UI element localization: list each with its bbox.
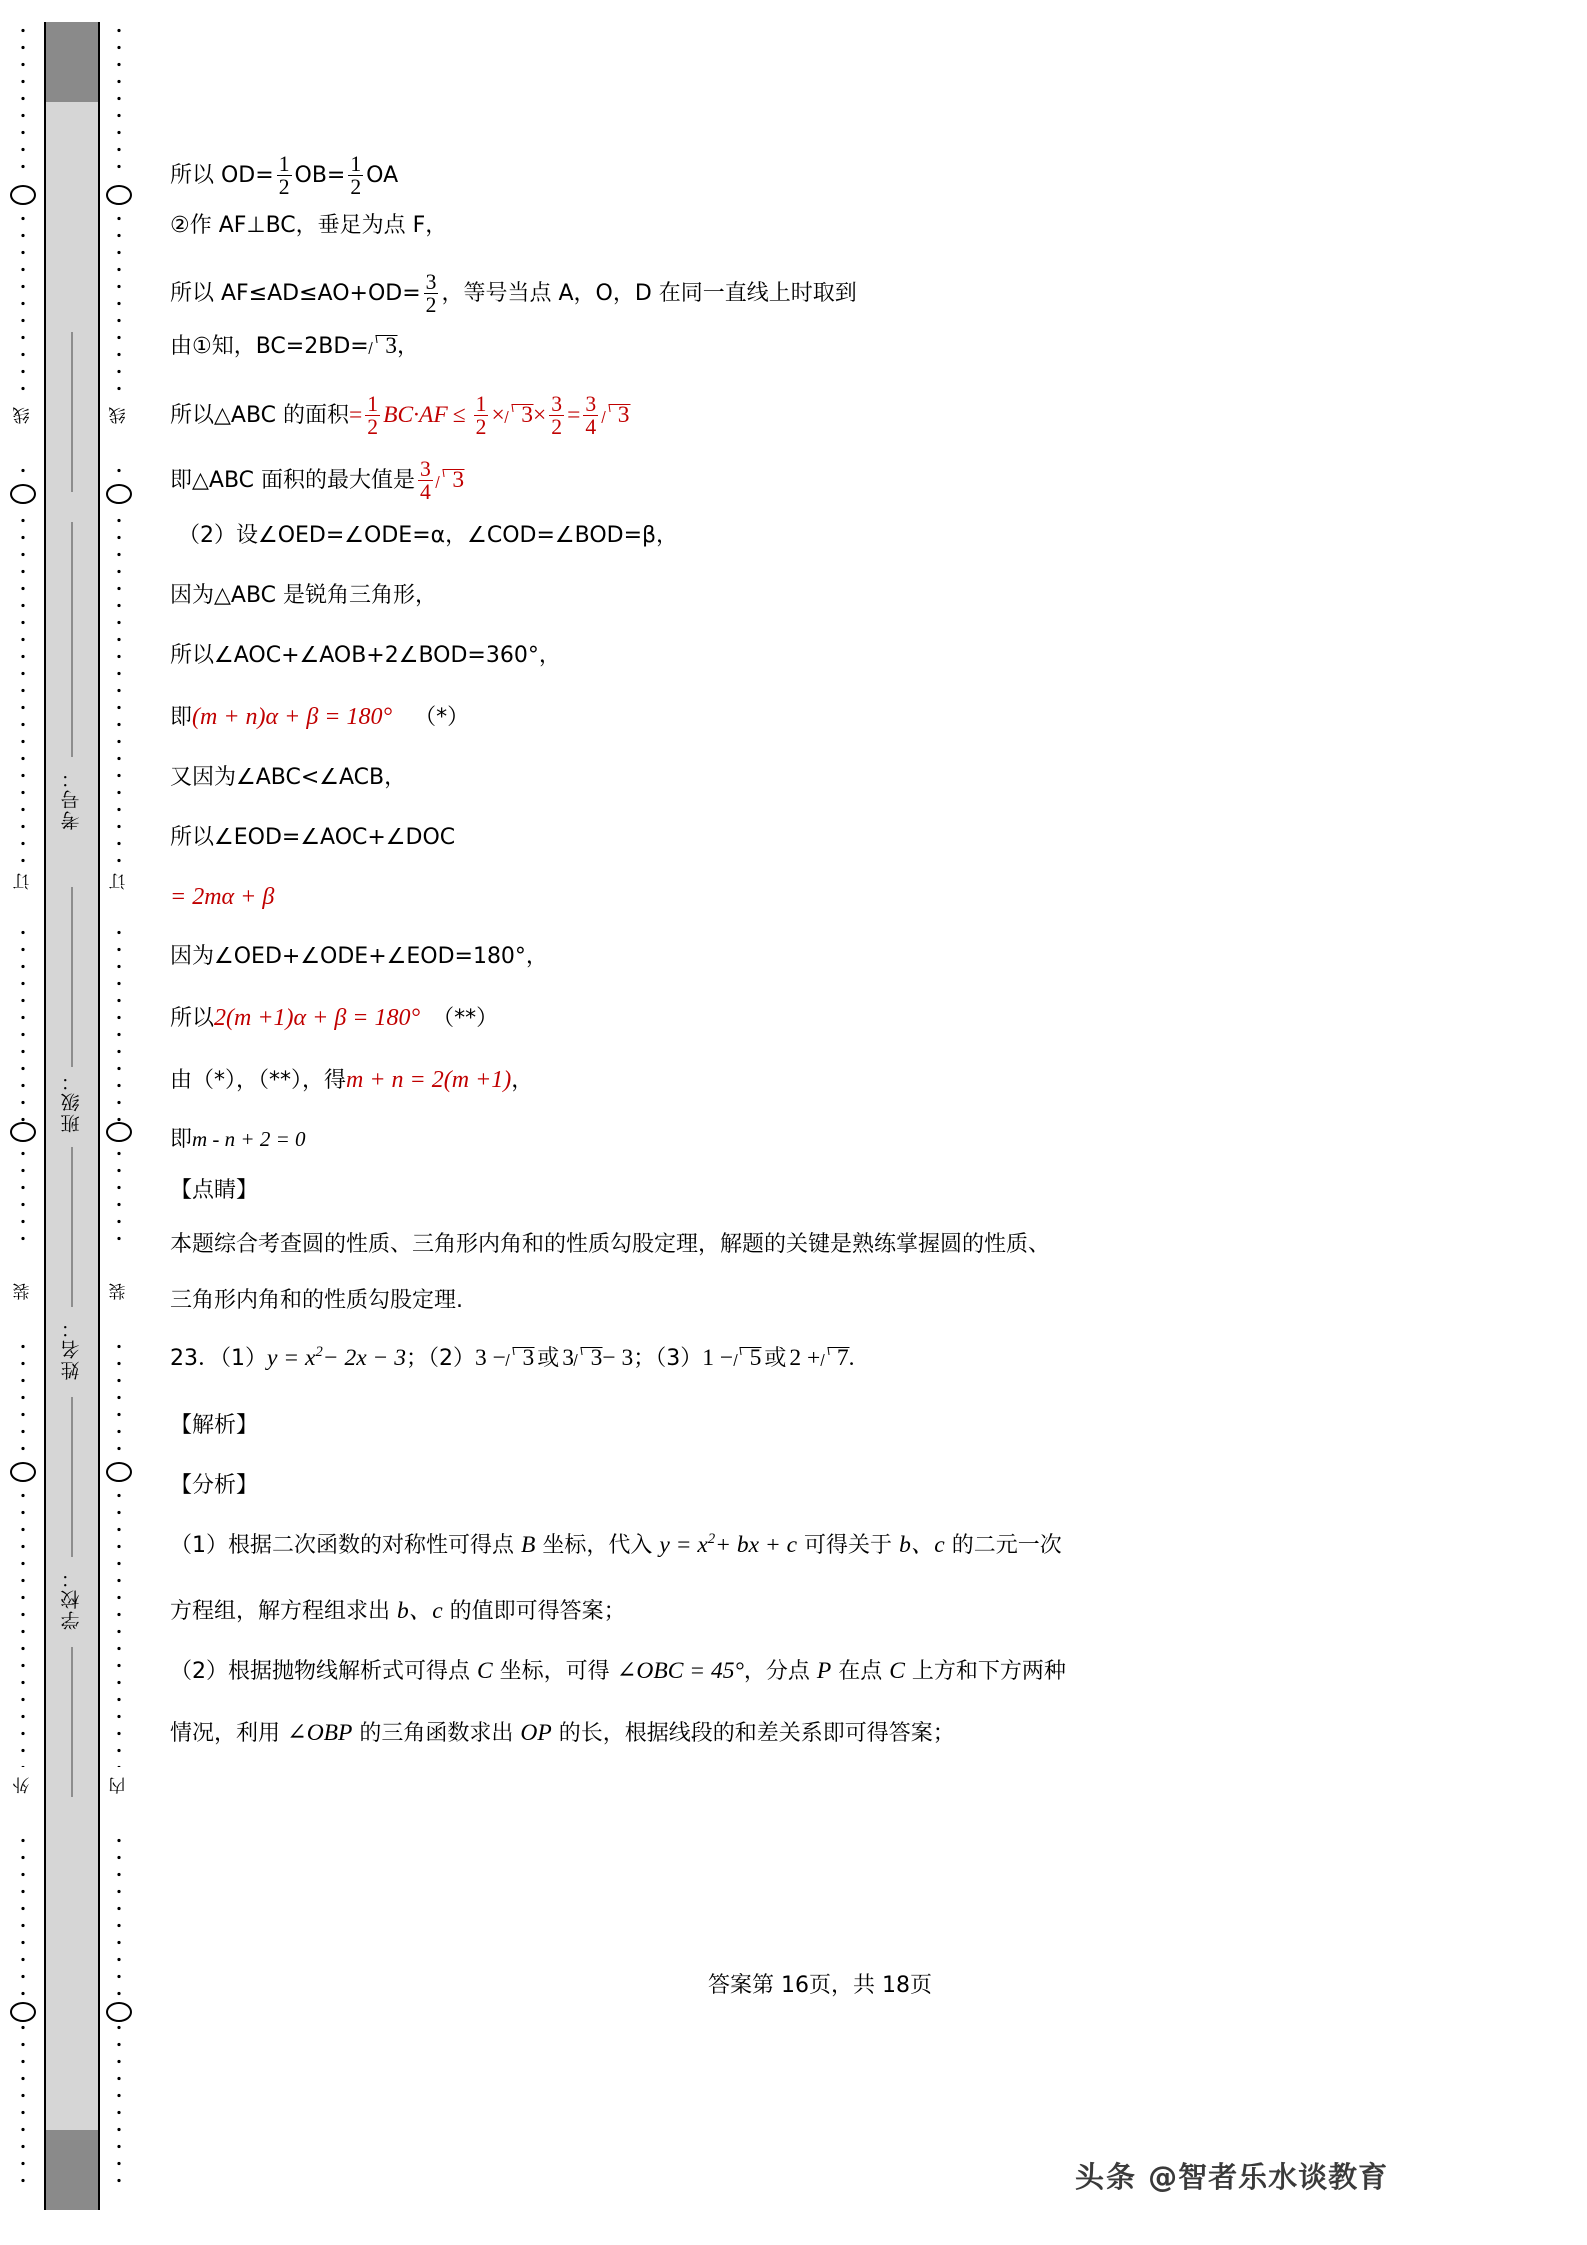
seal-label-right-3: 内 [107, 1774, 132, 1797]
text-line-part2-setup: （2）设∠OED=∠ODE=α，∠COD=∠BOD=β， [178, 523, 679, 548]
line-text: ，等号当点 A，O，D 在同一直线上时取到 [441, 280, 857, 306]
line-text: （2）根据抛物线解析式可得点 [170, 1659, 477, 1684]
fraction-one-half [277, 153, 292, 198]
line-text: 所以 OD= [170, 162, 274, 188]
fraction-denominator: 2 [350, 175, 362, 200]
section-tag-dianjing: 【点睛】 [170, 1178, 259, 1203]
radicand: 5 [749, 1345, 762, 1371]
times-sign: × [491, 401, 505, 428]
fraction-numerator: 3 [585, 392, 597, 416]
angle-obp: ∠OBP [287, 1720, 353, 1746]
fraction-one-half [348, 153, 363, 198]
equation-tag: （**） [432, 1006, 499, 1031]
radical-sqrt7 [821, 1347, 848, 1371]
line-text: 的二元一次 [944, 1533, 1062, 1558]
text-line-q23-answers [170, 1344, 855, 1371]
segment-op: OP [520, 1720, 552, 1746]
text-line-analysis-2b [170, 1722, 955, 1746]
line-text: 方程组，解方程组求出 [170, 1599, 397, 1624]
radicand: 3 [452, 466, 465, 493]
radicand: 3 [590, 1345, 603, 1371]
text-line-eod-sum: 所以∠EOD=∠AOC+∠DOC [170, 825, 456, 850]
line-text: 在点 [831, 1659, 890, 1684]
text-line-max-area [170, 459, 464, 504]
or-word: 或 [764, 1346, 787, 1371]
line-text: 坐标，代入 [535, 1533, 660, 1558]
fraction-numerator: 3 [420, 457, 431, 481]
equation-mn: m + n = 2(m +1) [346, 1067, 512, 1093]
radical-sqrt3 [370, 335, 397, 359]
seal-dots [21, 1487, 26, 1767]
answer-sep: ；（3） [633, 1346, 703, 1371]
line-text: 上方和下方两种 [904, 1659, 1066, 1684]
fraction-one-half [365, 393, 380, 438]
fraction-three-halves [424, 271, 439, 316]
line-text: 即 [170, 1127, 193, 1152]
field-label-school: 学校： [61, 1567, 83, 1630]
seal-dots [21, 210, 26, 395]
field-label-name: 姓名： [61, 1317, 83, 1380]
write-line [72, 1147, 73, 1307]
fraction-denominator: 2 [425, 293, 437, 318]
field-label-class: 班级： [61, 1070, 83, 1133]
seal-dots [21, 924, 26, 1244]
answer-eq-1b: − 2x − 3 [322, 1345, 407, 1371]
radical-sqrt3 [506, 401, 534, 428]
times-sign: × [533, 401, 547, 428]
exponent: 2 [315, 1344, 323, 1361]
angle-obc: ∠OBC = 45° [616, 1658, 744, 1684]
write-line [72, 887, 73, 1067]
answer-period: . [848, 1345, 855, 1371]
fraction-numerator: 1 [367, 392, 379, 416]
fraction-denominator: 2 [367, 415, 379, 440]
seal-column-left [8, 22, 38, 2210]
text-line-triangle-180: 因为∠OED+∠ODE+∠EOD=180°， [170, 944, 548, 969]
line-text: ， [511, 1068, 534, 1093]
radical-sqrt3 [575, 1347, 602, 1371]
fraction-denominator: 4 [420, 480, 431, 505]
write-line [72, 1647, 73, 1797]
watermark-handle: @智者乐水谈教育 [1148, 2160, 1389, 2194]
question-number: 23．（1） [170, 1346, 267, 1371]
seal-ring [10, 1122, 36, 1142]
term-bc-af: BC·AF [383, 401, 448, 428]
line-text: OA [366, 162, 399, 188]
equation-parabola-tail: + bx + c [715, 1532, 798, 1558]
text-line-area-formula [170, 394, 630, 439]
fraction-numerator: 1 [475, 392, 487, 416]
radicand: 3 [522, 1345, 535, 1371]
equation-m-n-2: m - n + 2 = 0 [192, 1127, 306, 1151]
seal-label-right-2: 装 [107, 1280, 132, 1303]
answer-value-3: 1 − [702, 1345, 734, 1371]
fraction-numerator: 1 [278, 152, 290, 176]
equals-sign: = [567, 401, 581, 428]
text-line-analysis-1b [170, 1600, 626, 1624]
answer-value-2b: − 3 [602, 1345, 634, 1371]
seal-label-left-2: 装 [11, 1280, 36, 1303]
seal-label-left-0: 线 [11, 404, 36, 427]
answer-eq-1: y = x [267, 1345, 316, 1371]
seal-label-right-0: 线 [107, 404, 132, 427]
equation-doublestar: 2(m +1)α + β = 180° [214, 1005, 421, 1031]
line-text: OB= [294, 162, 346, 188]
equation-star: (m + n)α + β = 180° [192, 704, 393, 730]
text-line-angle-sum-360: 所以∠AOC+∠AOB+2∠BOD=360°， [170, 643, 561, 668]
write-line [72, 1397, 73, 1557]
line-text: （1）根据二次函数的对称性可得点 [170, 1533, 521, 1558]
fraction-denominator: 2 [278, 175, 290, 200]
fraction-denominator: 4 [585, 415, 597, 440]
answer-sep: ；（2） [406, 1346, 476, 1371]
seal-label-right-1: 订 [107, 870, 132, 893]
seal-dots [21, 22, 26, 182]
fraction-three-quarters [418, 458, 433, 503]
line-text: 所以 AF≤AD≤AO+OD= [170, 280, 421, 306]
text-line-analysis-1a [170, 1531, 1062, 1558]
line-text: 即△ABC 面积的最大值是 [170, 467, 416, 493]
line-text: 所以 [170, 1006, 215, 1031]
write-line [72, 522, 73, 757]
answer-value-4: 2 + [789, 1345, 821, 1371]
text-line-eq-star [170, 705, 469, 730]
line-text: ， [397, 334, 420, 359]
line-text: 的三角函数求出 [352, 1721, 521, 1746]
line-text: 所以△ABC 的面积 [170, 402, 350, 428]
text-line-af-ad-ao [170, 272, 857, 317]
text-line-eq-doublestar [170, 1006, 498, 1031]
less-equal-sign: ≤ [452, 401, 466, 428]
fraction-denominator: 2 [551, 415, 563, 440]
equals-sign: = [349, 401, 363, 428]
fraction-numerator: 3 [551, 392, 563, 416]
line-text: 情况，利用 [170, 1721, 287, 1746]
page-footer: 答案第 16页，共 18页 [708, 1973, 932, 1998]
radical-sqrt3 [602, 401, 630, 428]
seal-ring [10, 185, 36, 205]
point-b: B [521, 1532, 536, 1558]
radicand: 3 [617, 401, 630, 428]
seal-dots [21, 512, 26, 867]
point-c: C [477, 1658, 493, 1684]
line-text: 的值即可得答案； [442, 1599, 626, 1624]
answer-value-2: 3 [562, 1345, 574, 1371]
section-tag-fenxi: 【分析】 [170, 1473, 259, 1498]
equation-parabola: y = x [659, 1532, 708, 1558]
radicand: 3 [385, 333, 398, 359]
text-line-analysis-2a [170, 1660, 1066, 1684]
text-line-summary-2: 三角形内角和的性质勾股定理. [170, 1288, 463, 1313]
fraction-three-quarters [583, 393, 598, 438]
coefficients-bc: b、c [899, 1532, 945, 1558]
seal-ring [10, 484, 36, 504]
text-line-af-perp-bc: ②作 AF⊥BC，垂足为点 F， [170, 213, 448, 238]
watermark-source: 头条 [1075, 2160, 1138, 2194]
line-text: 可得关于 [797, 1533, 900, 1558]
radicand: 3 [521, 401, 534, 428]
line-text: 即 [170, 705, 193, 730]
radicand: 7 [836, 1345, 849, 1371]
equation-tag: （*） [414, 705, 470, 730]
radical-sqrt3 [507, 1347, 534, 1371]
field-label-exam-number: 考号： [61, 767, 83, 830]
line-text: 的长，根据线段的和差关系即可得答案； [551, 1721, 955, 1746]
write-line [72, 332, 73, 492]
seal-ring [10, 2002, 36, 2022]
fraction-numerator: 3 [425, 270, 437, 294]
seal-label-left-1: 订 [11, 870, 36, 893]
fraction-one-half [474, 393, 489, 438]
exponent: 2 [707, 1531, 716, 1548]
section-tag-jiexi: 【解析】 [170, 1413, 259, 1438]
text-line-abc-lt-acb: 又因为∠ABC<∠ACB， [170, 765, 407, 790]
seal-dots [21, 1338, 26, 1458]
fraction-numerator: 1 [350, 152, 362, 176]
text-line-acute-triangle: 因为△ABC 是锐角三角形， [170, 583, 438, 608]
text-line-summary-1: 本题综合考查圆的性质、三角形内角和的性质勾股定理，解题的关键是熟练掌握圆的性质、 [170, 1232, 1051, 1257]
or-word: 或 [537, 1346, 560, 1371]
answer-body [170, 22, 1470, 2210]
line-text: 由（*），（**），得 [170, 1068, 347, 1093]
fraction-denominator: 2 [475, 415, 487, 440]
seal-ring [10, 1462, 36, 1482]
point-c: C [889, 1658, 905, 1684]
line-text: ，分点 [743, 1659, 817, 1684]
text-line-2malpha-beta: = 2mα + β [170, 884, 275, 910]
text-line-final-relation [170, 1128, 306, 1152]
radical-sqrt5 [734, 1347, 761, 1371]
coefficients-bc: b、c [397, 1598, 443, 1624]
watermark [1075, 2155, 1388, 2196]
point-p: P [816, 1658, 832, 1684]
text-line-bc-2bd [170, 335, 419, 359]
text-line-derive-mn [170, 1068, 533, 1093]
text-line-od [170, 154, 398, 199]
line-text: 由①知，BC=2BD= [170, 334, 369, 359]
seal-label-left-3: 外 [11, 1774, 36, 1797]
fraction-three-halves [549, 393, 564, 438]
radical-sqrt3 [437, 466, 465, 493]
answer-value-1: 3 − [475, 1345, 506, 1371]
line-text: 坐标，可得 [492, 1659, 617, 1684]
